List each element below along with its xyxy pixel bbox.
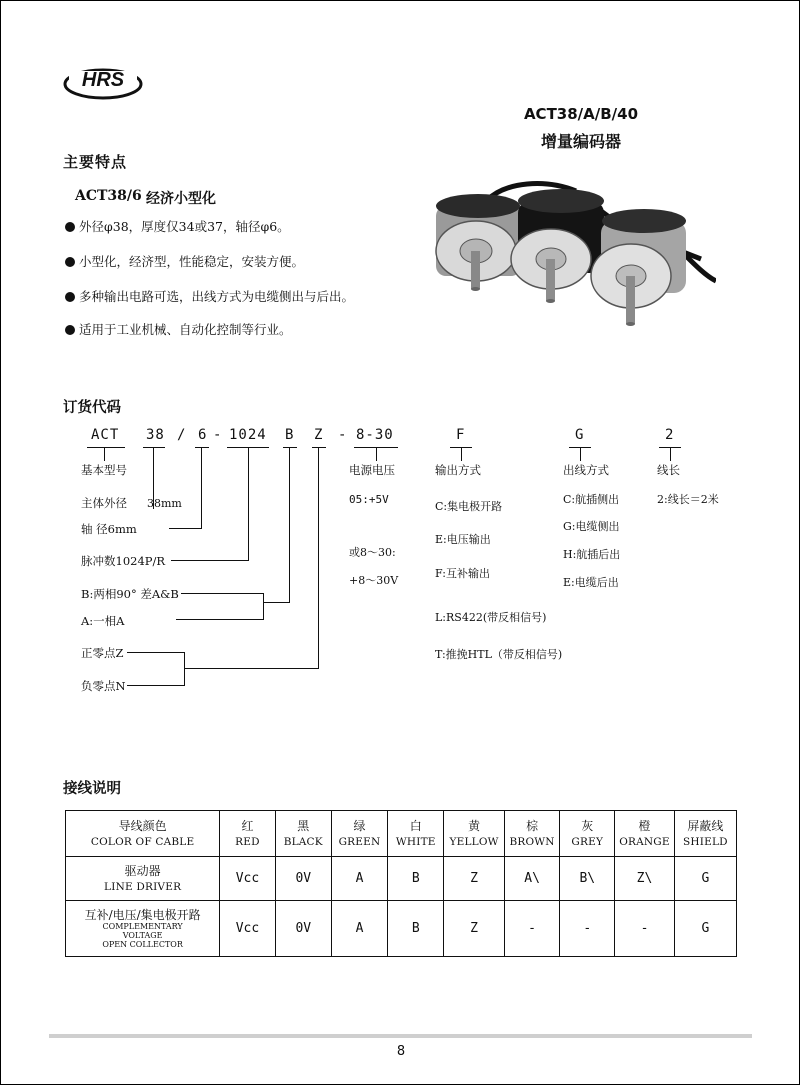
- voltage-option: 或8～30:: [349, 546, 396, 559]
- footer-divider: [49, 1034, 752, 1038]
- connector-line: [184, 668, 319, 669]
- product-title: ACT38/A/B/40: [523, 105, 639, 123]
- color-cn: 黄: [468, 819, 481, 834]
- header-en: COLOR OF CABLE: [90, 835, 195, 848]
- length-option: 2:线长＝2米: [657, 493, 719, 506]
- model-description: 经济小型化: [146, 191, 216, 207]
- exit-option: C:航插侧出: [563, 493, 620, 506]
- bullet-icon: [65, 325, 75, 335]
- row-label-en: LINE DRIVER: [104, 880, 182, 893]
- code-zero: Z: [314, 427, 324, 443]
- label-zero-negative: 负零点N: [81, 679, 126, 693]
- color-cell-brown: [504, 811, 560, 857]
- label-base-model: 基本型号: [81, 463, 127, 477]
- output-option: F:互补输出: [435, 567, 490, 580]
- code-diameter: 38: [146, 427, 165, 443]
- connector-line: [176, 619, 264, 620]
- table-cell: A: [331, 857, 387, 901]
- encoder-product-photo: [426, 171, 716, 336]
- connector-line: [181, 593, 264, 594]
- color-en: ORANGE: [619, 835, 670, 848]
- bullet-icon: [65, 292, 75, 302]
- color-cn: 屏蔽线: [687, 819, 724, 834]
- code-slash: /: [177, 427, 187, 443]
- table-cell: B: [388, 901, 444, 957]
- color-cell-green: [331, 811, 387, 857]
- color-en: WHITE: [395, 835, 436, 848]
- order-code-heading: 订货代码: [63, 400, 121, 416]
- connector-line: [127, 652, 185, 653]
- connector-line: [263, 602, 290, 603]
- color-cn: 橙: [638, 819, 651, 834]
- color-en: RED: [235, 835, 260, 848]
- table-cell: Z: [444, 857, 504, 901]
- feature-item: 小型化，经济型，性能稳定，安装方便。: [65, 252, 304, 270]
- color-en: GREY: [571, 835, 604, 848]
- color-cell-yellow: [444, 811, 504, 857]
- table-cell: 0V: [275, 857, 331, 901]
- color-cell-grey: [560, 811, 615, 857]
- connector-line: [670, 447, 671, 461]
- table-cell: G: [674, 901, 736, 957]
- exit-title: 出线方式: [563, 463, 609, 477]
- code-phase: B: [285, 427, 295, 443]
- feature-item: 适用于工业机械、自动化控制等行业。: [65, 320, 292, 338]
- connector-line: [263, 593, 264, 619]
- table-cell: B\: [560, 857, 615, 901]
- header-cn: 导线颜色: [118, 819, 167, 834]
- table-cell: A\: [504, 857, 560, 901]
- bullet-icon: [65, 257, 75, 267]
- row-label: [66, 901, 220, 957]
- label-phase-b: B:两相90° 差A&B: [81, 587, 179, 601]
- voltage-option: +8～30V: [349, 574, 399, 587]
- label-shaft-diameter: 轴 径6mm: [81, 522, 137, 536]
- voltage-option: 05:+5V: [349, 493, 389, 506]
- color-cell-white: [388, 811, 444, 857]
- table-cell: A: [331, 901, 387, 957]
- connector-line: [201, 447, 202, 529]
- table-cell: Z\: [615, 857, 675, 901]
- color-cell-orange: [615, 811, 675, 857]
- feature-item: 外径φ38，厚度仅34或37，轴径φ6。: [65, 217, 290, 235]
- color-en: GREEN: [338, 835, 381, 848]
- output-option: L:RS422(带反相信号): [435, 611, 547, 624]
- code-length: 2: [665, 427, 675, 443]
- row-label: [66, 857, 220, 901]
- connector-line: [461, 447, 462, 461]
- code-base: ACT: [91, 427, 120, 443]
- code-dash: -: [213, 427, 223, 443]
- code-output: F: [456, 427, 466, 443]
- code-exit: G: [575, 427, 585, 443]
- table-header-cell: [66, 811, 220, 857]
- wiring-table: [65, 810, 737, 957]
- code-voltage: 8-30: [356, 427, 394, 443]
- row-label-en: VOLTAGE: [122, 931, 163, 941]
- bullet-icon: [65, 222, 75, 232]
- color-cn: 绿: [353, 819, 366, 834]
- connector-line: [104, 447, 105, 461]
- color-en: SHIELD: [683, 835, 728, 848]
- wiring-heading: 接线说明: [63, 781, 121, 797]
- table-row: [66, 901, 737, 957]
- exit-option: G:电缆侧出: [563, 520, 620, 533]
- table-cell: -: [615, 901, 675, 957]
- underline: [87, 447, 125, 448]
- table-cell: Vcc: [220, 901, 275, 957]
- color-cn: 棕: [526, 819, 539, 834]
- output-option: C:集电极开路: [435, 500, 503, 513]
- label-zero-positive: 正零点Z: [81, 646, 124, 660]
- connector-line: [127, 685, 185, 686]
- color-cn: 白: [409, 819, 422, 834]
- voltage-title: 电源电压: [349, 463, 395, 477]
- connector-line: [184, 652, 185, 686]
- connector-line: [248, 447, 249, 561]
- connector-line: [580, 447, 581, 461]
- color-cell-black: [275, 811, 331, 857]
- table-cell: -: [560, 901, 615, 957]
- page-number: 8: [396, 1044, 406, 1059]
- exit-option: E:电缆后出: [563, 576, 619, 589]
- connector-line: [289, 447, 290, 603]
- length-title: 线长: [657, 463, 680, 477]
- label-ppr: 脉冲数1024P/R: [81, 554, 166, 568]
- color-en: BROWN: [509, 835, 555, 848]
- code-dash: -: [338, 427, 348, 443]
- row-label-en: OPEN COLLECTOR: [102, 939, 183, 949]
- underline: [143, 447, 165, 448]
- connector-line: [169, 528, 202, 529]
- connector-line: [376, 447, 377, 461]
- label-body-diameter: 主体外径: [81, 496, 127, 510]
- color-cn: 红: [241, 819, 254, 834]
- output-title: 输出方式: [435, 463, 481, 477]
- underline: [283, 447, 297, 448]
- connector-line: [171, 560, 249, 561]
- table-cell: G: [674, 857, 736, 901]
- model-name: ACT38/6: [75, 188, 142, 204]
- table-cell: 0V: [275, 901, 331, 957]
- color-cn: 灰: [581, 819, 594, 834]
- color-cn: 黑: [297, 819, 310, 834]
- features-heading: 主要特点: [63, 153, 128, 171]
- code-shaft: 6: [198, 427, 208, 443]
- row-label-cn: 互补/电压/集电极开路: [84, 908, 201, 923]
- table-cell: -: [504, 901, 560, 957]
- color-en: BLACK: [283, 835, 323, 848]
- table-row: [66, 811, 737, 857]
- output-option: T:推挽HTL（带反相信号): [435, 648, 563, 661]
- color-cell-red: [220, 811, 275, 857]
- output-option: E:电压输出: [435, 533, 491, 546]
- table-cell: Z: [444, 901, 504, 957]
- table-row: [66, 857, 737, 901]
- underline: [312, 447, 326, 448]
- table-cell: B: [388, 857, 444, 901]
- underline: [195, 447, 209, 448]
- row-label-cn: 驱动器: [124, 864, 161, 879]
- exit-option: H:航插后出: [563, 548, 621, 561]
- connector-line: [318, 447, 319, 668]
- label-body-diameter-value: 38mm: [147, 497, 182, 510]
- product-subtitle: 增量编码器: [540, 132, 621, 151]
- table-cell: Vcc: [220, 857, 275, 901]
- color-en: YELLOW: [449, 835, 499, 848]
- label-phase-a: A:一相A: [81, 614, 125, 628]
- code-ppr: 1024: [229, 427, 267, 443]
- color-cell-shield: [674, 811, 736, 857]
- row-label-en: COMPLEMENTARY: [102, 922, 183, 932]
- feature-item: 多种输出电路可选，出线方式为电缆侧出与后出。: [65, 287, 354, 305]
- logo-text: HRS: [81, 69, 125, 91]
- hrs-logo: [63, 63, 143, 103]
